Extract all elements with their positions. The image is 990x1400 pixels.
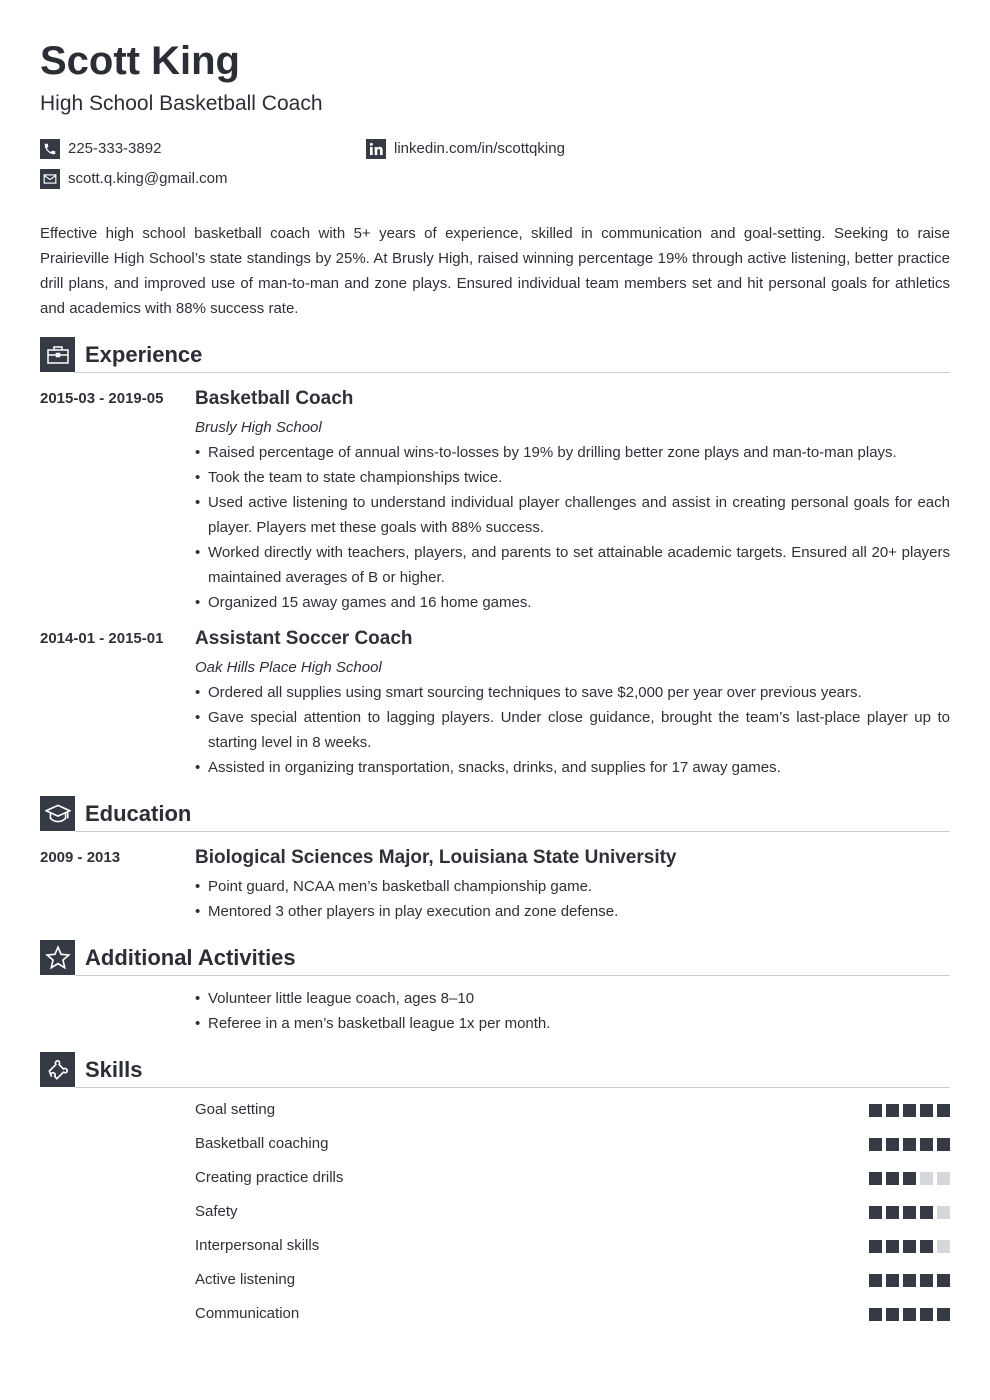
rating-square-filled bbox=[937, 1104, 950, 1117]
job-1-title: Basketball Coach bbox=[195, 388, 354, 409]
experience-divider bbox=[75, 372, 950, 373]
skill-row bbox=[195, 1304, 950, 1324]
list-item: • Used active listening to understand individual player challenges and assist in creating personal goals for each player. Players met these goals with 88% success. bbox=[195, 490, 950, 540]
skill-rating bbox=[865, 1274, 950, 1287]
rating-square-filled bbox=[869, 1206, 882, 1219]
summary-paragraph: Effective high school basketball coach with 5+ years of experience, skilled in communication and goal-setting. Seeking to raise Prairieville High School’s state standings by 25%. At Brusly High, raised winning percentage 19% through active listening, better practice drill plans, and improved use of man-to-man and zone plays. Ensured individual team members set and hit personal goals for athletics and academics with 88% success rate. bbox=[40, 225, 950, 317]
rating-square-empty bbox=[920, 1172, 933, 1185]
skill-name: Active listening bbox=[195, 1271, 296, 1288]
rating-square-filled bbox=[937, 1274, 950, 1287]
experience-heading: Experience bbox=[85, 342, 203, 367]
rating-square-filled bbox=[937, 1138, 950, 1151]
graduation-cap-icon bbox=[40, 796, 75, 831]
rating-square-filled bbox=[903, 1274, 916, 1287]
envelope-icon bbox=[40, 169, 60, 189]
activities-divider bbox=[75, 975, 950, 976]
rating-square-filled bbox=[920, 1104, 933, 1117]
skill-row bbox=[195, 1100, 950, 1120]
activities-bullets bbox=[195, 986, 950, 1036]
list-item: • Ordered all supplies using smart sourcing techniques to save $2,000 per year over previous years. bbox=[195, 680, 950, 705]
skill-rating bbox=[865, 1240, 950, 1253]
contact-linkedin bbox=[366, 139, 565, 159]
education-bullets bbox=[195, 874, 950, 924]
list-item: • Assisted in organizing transportation, snacks, drinks, and supplies for 17 away games. bbox=[195, 755, 950, 780]
job-1-bullets bbox=[195, 440, 950, 615]
rating-square-filled bbox=[920, 1138, 933, 1151]
list-item: • Referee in a men’s basketball league 1x per month. bbox=[195, 1011, 950, 1036]
activities-heading: Additional Activities bbox=[85, 945, 296, 970]
skill-row bbox=[195, 1168, 950, 1188]
list-item: • Organized 15 away games and 16 home games. bbox=[195, 590, 950, 615]
rating-square-filled bbox=[869, 1274, 882, 1287]
skill-name: Safety bbox=[195, 1203, 238, 1220]
skill-row bbox=[195, 1202, 950, 1222]
rating-square-filled bbox=[903, 1240, 916, 1253]
rating-square-filled bbox=[886, 1240, 899, 1253]
star-icon bbox=[40, 940, 75, 975]
rating-square-filled bbox=[920, 1240, 933, 1253]
list-item: • Point guard, NCAA men’s basketball championship game. bbox=[195, 874, 950, 899]
list-item: • Took the team to state championships twice. bbox=[195, 465, 950, 490]
rating-square-filled bbox=[869, 1308, 882, 1321]
phone-icon bbox=[40, 139, 60, 159]
rating-square-filled bbox=[886, 1206, 899, 1219]
job-1-date: 2015-03 - 2019-05 bbox=[40, 390, 164, 407]
skill-rating bbox=[865, 1308, 950, 1321]
rating-square-filled bbox=[937, 1308, 950, 1321]
list-item: • Mentored 3 other players in play execution and zone defense. bbox=[195, 899, 950, 924]
rating-square-filled bbox=[869, 1138, 882, 1151]
rating-square-filled bbox=[903, 1308, 916, 1321]
job-2-date: 2014-01 - 2015-01 bbox=[40, 630, 164, 647]
job-2-company: Oak Hills Place High School bbox=[195, 659, 382, 676]
skill-name: Goal setting bbox=[195, 1101, 276, 1118]
education-divider bbox=[75, 831, 950, 832]
education-heading: Education bbox=[85, 801, 192, 826]
candidate-name: Scott King bbox=[40, 39, 240, 83]
job-2-title: Assistant Soccer Coach bbox=[195, 628, 413, 649]
education-date: 2009 - 2013 bbox=[40, 849, 121, 866]
rating-square-filled bbox=[920, 1206, 933, 1219]
list-item: • Gave special attention to lagging players. Under close guidance, brought the team’s last-place player up to starting level in 8 weeks. bbox=[195, 705, 950, 755]
list-item: • Raised percentage of annual wins-to-losses by 19% by drilling better zone plays and man-to-man plays. bbox=[195, 440, 950, 465]
rating-square-filled bbox=[869, 1240, 882, 1253]
rating-square-filled bbox=[886, 1104, 899, 1117]
skill-row bbox=[195, 1270, 950, 1290]
rating-square-filled bbox=[869, 1104, 882, 1117]
rating-square-filled bbox=[869, 1172, 882, 1185]
skill-name: Interpersonal skills bbox=[195, 1237, 320, 1254]
experience-section-header bbox=[40, 337, 950, 373]
puzzle-piece-icon bbox=[40, 1052, 75, 1087]
job-2-bullets bbox=[195, 680, 950, 780]
rating-square-filled bbox=[903, 1104, 916, 1117]
rating-square-filled bbox=[903, 1206, 916, 1219]
skills-section-header bbox=[40, 1052, 950, 1088]
phone-text[interactable]: 225-333-3892 bbox=[68, 140, 162, 157]
rating-square-filled bbox=[886, 1172, 899, 1185]
list-item: • Volunteer little league coach, ages 8–10 bbox=[195, 986, 950, 1011]
skill-rating bbox=[865, 1206, 950, 1219]
skill-row bbox=[195, 1236, 950, 1256]
rating-square-filled bbox=[886, 1138, 899, 1151]
education-section-header bbox=[40, 796, 950, 832]
rating-square-empty bbox=[937, 1240, 950, 1253]
contact-phone bbox=[40, 139, 161, 159]
rating-square-filled bbox=[903, 1172, 916, 1185]
linkedin-icon bbox=[366, 139, 386, 159]
rating-square-filled bbox=[886, 1274, 899, 1287]
skill-rating bbox=[865, 1172, 950, 1185]
education-degree: Biological Sciences Major, Louisiana State University bbox=[195, 847, 677, 868]
skill-name: Communication bbox=[195, 1305, 300, 1322]
rating-square-filled bbox=[886, 1308, 899, 1321]
skill-row bbox=[195, 1134, 950, 1154]
skill-name: Creating practice drills bbox=[195, 1169, 344, 1186]
skills-heading: Skills bbox=[85, 1057, 143, 1082]
contact-email bbox=[40, 169, 227, 189]
candidate-title: High School Basketball Coach bbox=[40, 92, 323, 115]
activities-section-header bbox=[40, 940, 950, 976]
skill-rating bbox=[865, 1104, 950, 1117]
rating-square-filled bbox=[903, 1138, 916, 1151]
rating-square-empty bbox=[937, 1172, 950, 1185]
email-text[interactable]: scott.q.king@gmail.com bbox=[68, 170, 228, 187]
job-1-company: Brusly High School bbox=[195, 419, 322, 436]
linkedin-text[interactable]: linkedin.com/in/scottqking bbox=[394, 140, 565, 157]
list-item: • Worked directly with teachers, players, and parents to set attainable academic targets. Ensured all 20+ players maintained averages of B or higher. bbox=[195, 540, 950, 590]
rating-square-empty bbox=[937, 1206, 950, 1219]
rating-square-filled bbox=[920, 1308, 933, 1321]
skills-divider bbox=[75, 1087, 950, 1088]
briefcase-icon bbox=[40, 337, 75, 372]
skill-name: Basketball coaching bbox=[195, 1135, 329, 1152]
rating-square-filled bbox=[920, 1274, 933, 1287]
skill-rating bbox=[865, 1138, 950, 1151]
